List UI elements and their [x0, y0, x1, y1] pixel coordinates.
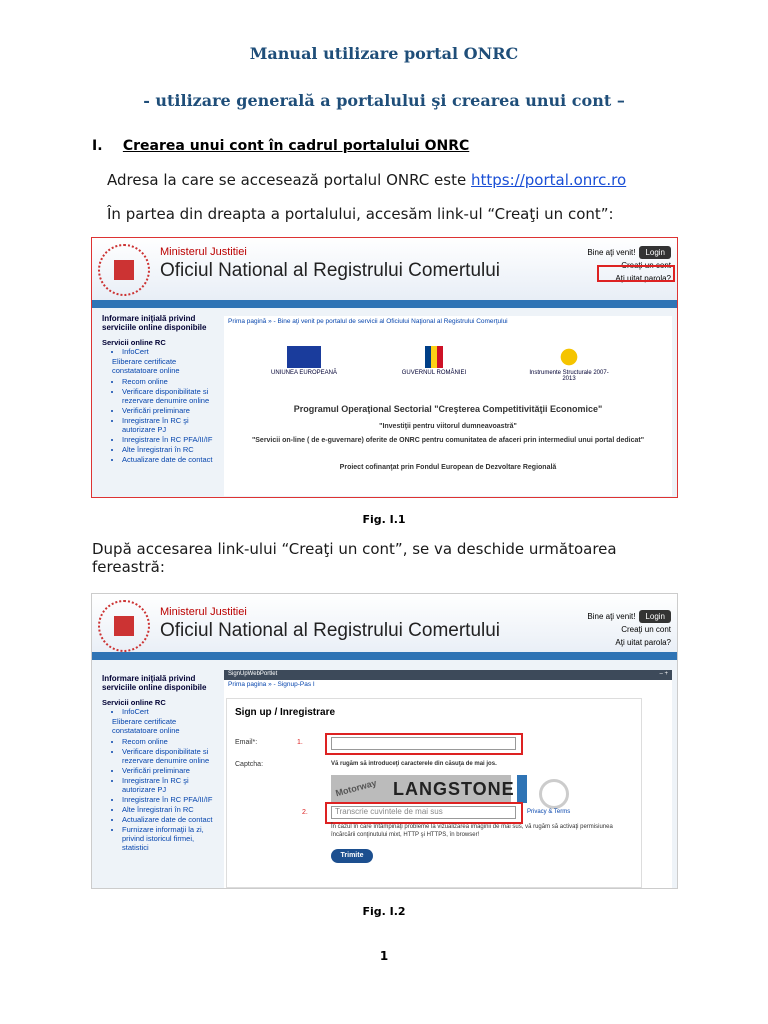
- captcha-hint: Vă rugăm să introduceţi caracterele din căsuţa de mai jos.: [331, 761, 497, 767]
- marker-1: 1.: [297, 739, 303, 746]
- sidebar-item[interactable]: • Alte înregistrari în RC: [122, 445, 222, 454]
- account-links: [587, 610, 671, 649]
- sidebar-item[interactable]: • Verificare disponibilitate si rezervare denumire online: [122, 747, 222, 765]
- portlet-title: SignUpWebPortlet: [228, 671, 278, 677]
- create-account-link[interactable]: Creaţi un cont: [621, 625, 671, 634]
- figure-1-screenshot: [91, 237, 678, 498]
- breadcrumb[interactable]: Prima pagina » - Signup-Pas I: [228, 681, 315, 688]
- highlight-create-account: [597, 265, 675, 282]
- sidebar-item-infocert[interactable]: • InfoCert: [122, 707, 222, 716]
- section-number: I.: [92, 138, 103, 154]
- captcha-help-text: În cazul în care întâmpinaţi probleme la vizualizarea imaginii de mai sus, vă rugăm să activaţi permisiunea încărcării conţinutului mixt, HTTP şi HTTPS, în browser!: [331, 824, 613, 838]
- captcha-word-2: LANGSTONE: [393, 779, 515, 799]
- romania-crest-icon: [425, 346, 443, 368]
- email-input[interactable]: [331, 737, 516, 750]
- sidebar-item[interactable]: • Inregistrare în RC PFA/II/IF: [122, 435, 222, 444]
- sidebar-item-eliberare[interactable]: Eliberare certificate constatatoare online: [112, 357, 180, 375]
- document-subtitle: - utilizare generală a portalului şi crearea unui cont –: [143, 91, 625, 110]
- paragraph-create-account: În partea din dreapta a portalului, accesăm link-ul “Creaţi un cont”:: [107, 205, 614, 223]
- investment-slogan: "Investiţii pentru viitorul dumneavoastră": [379, 423, 517, 430]
- welcome-text: Bine aţi venit!: [587, 612, 636, 621]
- page-number: 1: [379, 949, 389, 963]
- paragraph-line-2: fereastră:: [92, 558, 165, 576]
- sidebar-item[interactable]: • Recom online: [122, 377, 222, 386]
- portal-link[interactable]: https://portal.onrc.ro: [470, 171, 627, 189]
- breadcrumb[interactable]: Prima pagină » - Bine aţi venit pe portalul de servicii al Oficiului Naţional al Registrului Comerţului: [228, 318, 508, 325]
- sidebar-services[interactable]: Servicii online RC: [102, 698, 166, 707]
- paragraph-line-1: După accesarea link-ului “Creaţi un cont”, se va deschide următoarea: [92, 540, 617, 558]
- section-heading: [92, 138, 469, 154]
- login-button[interactable]: Login: [639, 246, 671, 259]
- onrc-crest-logo: [98, 600, 150, 652]
- captcha-label: Captcha:: [235, 761, 264, 768]
- forgot-password-link[interactable]: Aţi uitat parola?: [615, 274, 671, 283]
- paragraph-after-link: [92, 540, 677, 576]
- figure-2-screenshot: [91, 593, 678, 889]
- sidebar-item[interactable]: • Actualizare date de contact: [122, 815, 222, 824]
- structural-logo: [524, 346, 614, 382]
- signup-title: Sign up / Inregistrare: [235, 707, 336, 718]
- captcha-controls-icon[interactable]: [517, 775, 527, 803]
- eu-label: UNIUNEA EUROPEANĂ: [270, 370, 337, 376]
- sidebar-item[interactable]: • Verificare disponibilitate si rezervare denumire online: [122, 387, 222, 405]
- eu-flag-icon: [287, 346, 321, 368]
- sidebar-item[interactable]: • Verificări preliminare: [122, 766, 222, 775]
- login-button[interactable]: Login: [639, 610, 671, 623]
- recaptcha-logo-icon: [539, 779, 569, 809]
- office-name: Oficiul National al Registrului Comertului: [160, 260, 501, 281]
- document-title: Manual utilizare portal ONRC: [249, 44, 519, 63]
- structural-label: Instrumente Structurale 2007-2013: [529, 370, 609, 382]
- sidebar-item[interactable]: • Actualizare date de contact: [122, 455, 222, 464]
- sidebar-item[interactable]: • Verificări preliminare: [122, 406, 222, 415]
- eu-logo: [269, 346, 339, 376]
- program-title: Programul Operaţional Sectorial "Creşterea Competitivităţii Economice": [293, 404, 603, 414]
- sidebar-item[interactable]: • Inregistrare în RC şi autorizare PJ: [122, 416, 222, 434]
- gov-logo: [399, 346, 469, 376]
- main-content: [224, 316, 672, 496]
- captcha-image: [331, 775, 515, 803]
- onrc-crest-logo: [98, 244, 150, 296]
- project-cofinance: Proiect cofinanţat prin Fondul European de Dezvoltare Regională: [339, 464, 557, 471]
- sidebar-menu: [102, 314, 222, 465]
- create-account-link[interactable]: Creaţi un cont: [621, 261, 671, 270]
- sidebar-menu: [102, 674, 222, 853]
- sidebar-item-eliberare[interactable]: Eliberare certificate constatatoare online: [112, 717, 180, 735]
- portal-header: [92, 594, 677, 656]
- section-title: Crearea unui cont în cadrul portalului ONRC: [122, 138, 470, 154]
- sidebar-services[interactable]: Servicii online RC: [102, 338, 166, 347]
- paragraph-text: Adresa la care se accesează portalul ONRC este: [107, 171, 467, 189]
- office-name: Oficiul National al Registrului Comertului: [160, 620, 501, 641]
- ministry-name: Ministerul Justitiei: [160, 606, 247, 618]
- sidebar-item[interactable]: • Alte înregistrari în RC: [122, 805, 222, 814]
- welcome-text: Bine aţi venit!: [587, 248, 636, 257]
- sidebar-item-infocert[interactable]: • InfoCert: [122, 347, 222, 356]
- privacy-terms-link[interactable]: Privacy & Terms: [527, 809, 571, 815]
- email-label: Email*:: [235, 739, 258, 746]
- portlet-titlebar: [224, 670, 672, 680]
- captcha-word-1: Motorway: [334, 777, 378, 799]
- sidebar-item[interactable]: • Inregistrare în RC şi autorizare PJ: [122, 776, 222, 794]
- marker-2: 2.: [302, 809, 308, 816]
- sidebar-item[interactable]: • Recom online: [122, 737, 222, 746]
- ministry-name: Ministerul Justitiei: [160, 246, 247, 258]
- gov-label: GUVERNUL ROMÂNIEI: [401, 370, 467, 376]
- submit-button[interactable]: Trimite: [331, 849, 373, 863]
- captcha-input[interactable]: Transcrie cuvintele de mai sus: [331, 806, 516, 819]
- services-description: "Servicii on-line ( de e-guvernare) oferite de ONRC pentru comunitatea de afaceri prin intermediul unui portal dedicat": [251, 437, 645, 444]
- portal-nav-bar: [92, 652, 677, 660]
- signup-form: [226, 698, 642, 888]
- sidebar-heading: Informare iniţială privind serviciile online disponibile: [102, 314, 207, 332]
- portlet-controls-icon[interactable]: – +: [659, 671, 668, 677]
- portal-nav-bar: [92, 300, 677, 308]
- sidebar-item[interactable]: • Furnizare informaţii la zi, privind istoricul firmei, statistici: [122, 825, 222, 852]
- figure-1-caption: Fig. I.1: [362, 513, 406, 526]
- forgot-password-link[interactable]: Aţi uitat parola?: [615, 638, 671, 647]
- figure-2-caption: Fig. I.2: [362, 905, 406, 918]
- portal-header: [92, 238, 677, 300]
- sidebar-heading: Informare iniţială privind serviciile online disponibile: [102, 674, 207, 692]
- signup-portlet: [224, 670, 672, 888]
- paragraph-portal-address: [107, 171, 626, 189]
- structural-icon: [552, 346, 586, 368]
- sidebar-item[interactable]: • Inregistrare în RC PFA/II/IF: [122, 795, 222, 804]
